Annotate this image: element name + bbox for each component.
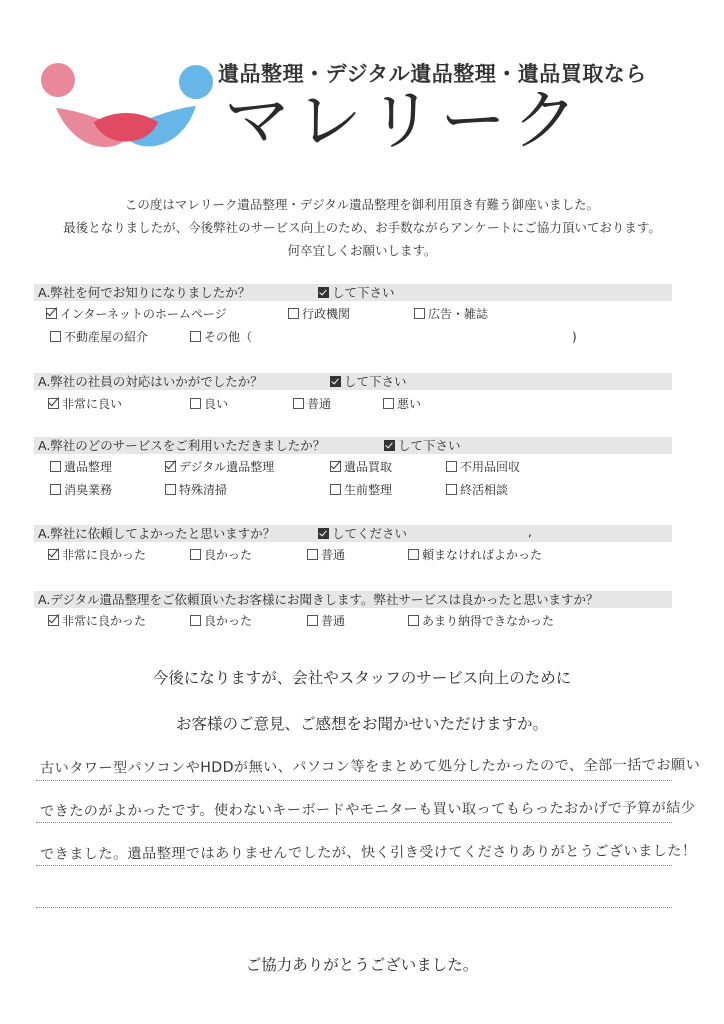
checkbox-icon [307,615,318,626]
q1-other-close: ) [572,330,577,344]
checkbox-checked-icon [46,308,57,319]
q5-option-very-good[interactable]: 非常に良かった [48,613,146,629]
instruction-check-icon [318,528,329,539]
intro-line-3: 何卒宜しくお願いします。 [287,243,437,258]
checkbox-icon [190,615,201,626]
checkbox-icon [165,484,176,495]
instruction-check-icon [330,376,341,387]
q3-instruction: して下さい [384,437,461,454]
checkbox-icon [288,308,299,319]
checkbox-checked-icon [165,461,176,472]
q1-option-realestate[interactable]: 不動産屋の紹介 [50,329,148,345]
comment-rule-1 [36,780,672,781]
checkbox-checked-icon [48,549,59,560]
comment-line-1: 古いタワー型パソコンやHDDが無い、パソコン等をまとめて処分したかったので、全部一括でお願い [39,757,701,777]
comment-rule-2 [36,822,672,823]
q2-question: A.弊社の社員の対応はいかがでしたか？ [38,374,263,389]
thanks-message: ご協力ありがとうございました。 [245,956,479,974]
q3-option-end-of-life[interactable]: 終活相談 [446,482,508,498]
q3-option-junk[interactable]: 不用品回収 [446,459,520,475]
q1-option-ads[interactable]: 広告・雑誌 [414,306,488,322]
checkbox-icon [383,398,394,409]
q1-option-government[interactable]: 行政機関 [288,306,350,322]
checkbox-icon [414,308,425,319]
q3-option-pre-death[interactable]: 生前整理 [330,482,392,498]
q3-option-estate[interactable]: 遺品整理 [50,459,112,475]
comment-rule-4 [36,907,672,908]
comment-line-2: できたのがよかったです。使わないキーボードやモニターも買い取ってもらったおかげで予算が結少 [39,800,696,820]
checkbox-checked-icon [48,615,59,626]
q3-option-digital[interactable]: デジタル遺品整理 [165,459,274,475]
q4-option-normal[interactable]: 普通 [307,547,345,563]
checkbox-icon [307,549,318,560]
instruction-check-icon [384,440,395,451]
intro-line-2: 最後となりましたが、今後弊社のサービス向上のため、お手数ながらアンケートにご協力頂いております。 [63,220,661,235]
q4-question: A.弊社に依頼してよかったと思いますか？ [38,526,276,541]
intro-line-1: この度はマレリーク遺品整理・デジタル遺品整理を御利用頂き有難う御座いました。 [124,197,600,212]
checkbox-icon [190,331,201,342]
q1-option-internet[interactable]: インターネットのホームページ [46,306,227,322]
q4-option-very-good[interactable]: 非常に良かった [48,547,146,563]
checkbox-icon [190,549,201,560]
tagline: 遺品整理・デジタル遺品整理・遺品買取なら [218,62,647,86]
comment-line-3: できました。遺品整理ではありませんでしたが、快く引き受けてくださりありがとうございました！ [39,843,697,863]
q3-option-special-cleaning[interactable]: 特殊清掃 [165,482,227,498]
q5-option-normal[interactable]: 普通 [307,613,345,629]
checkbox-icon [50,331,61,342]
checkbox-icon [408,615,419,626]
closing-line-1: 今後になりますが、会社やスタッフのサービス向上のために [152,669,572,687]
checkbox-icon [446,461,457,472]
q3-question: A.弊社のどのサービスをご利用いただきましたか？ [38,438,326,453]
checkbox-icon [446,484,457,495]
q5-question: A.デジタル遺品整理をご依頼頂いたお客様にお聞きします。弊社サービスは良かったと思いますか？ [38,592,599,607]
checkbox-icon [293,398,304,409]
q4-option-regret[interactable]: 頼まなければよかった [408,547,542,563]
q4-instruction: してください [318,525,407,542]
checkbox-icon [330,484,341,495]
comment-rule-3 [36,865,672,866]
q1-question: A.弊社を何でお知りになりましたか？ [38,285,251,300]
checkbox-checked-icon [330,461,341,472]
q3-option-deodorize[interactable]: 消臭業務 [50,482,112,498]
logo-left-dot [41,63,75,97]
q2-option-good[interactable]: 良い [190,396,228,412]
brand-logo [36,60,216,160]
q2-option-normal[interactable]: 普通 [293,396,331,412]
q3-option-buyback[interactable]: 遺品買取 [330,459,392,475]
q4-stray-mark: , [528,525,532,539]
brand-name: マレリーク [224,82,584,159]
instruction-check-icon [318,287,329,298]
q2-instruction: して下さい [330,373,407,390]
q2-option-bad[interactable]: 悪い [383,396,421,412]
q2-option-very-good[interactable]: 非常に良い [48,396,122,412]
closing-line-2: お客様のご意見、ご感想をお聞かせいただけますか。 [175,715,548,733]
checkbox-icon [408,549,419,560]
q1-option-other[interactable]: その他（ [190,329,252,345]
checkbox-icon [50,484,61,495]
q5-option-good[interactable]: 良かった [190,613,252,629]
q5-option-unsatisfied[interactable]: あまり納得できなかった [408,613,554,629]
checkbox-checked-icon [48,398,59,409]
checkbox-icon [50,461,61,472]
q4-option-good[interactable]: 良かった [190,547,252,563]
checkbox-icon [190,398,201,409]
logo-right-dot [179,65,213,99]
q1-instruction: して下さい [318,284,395,301]
